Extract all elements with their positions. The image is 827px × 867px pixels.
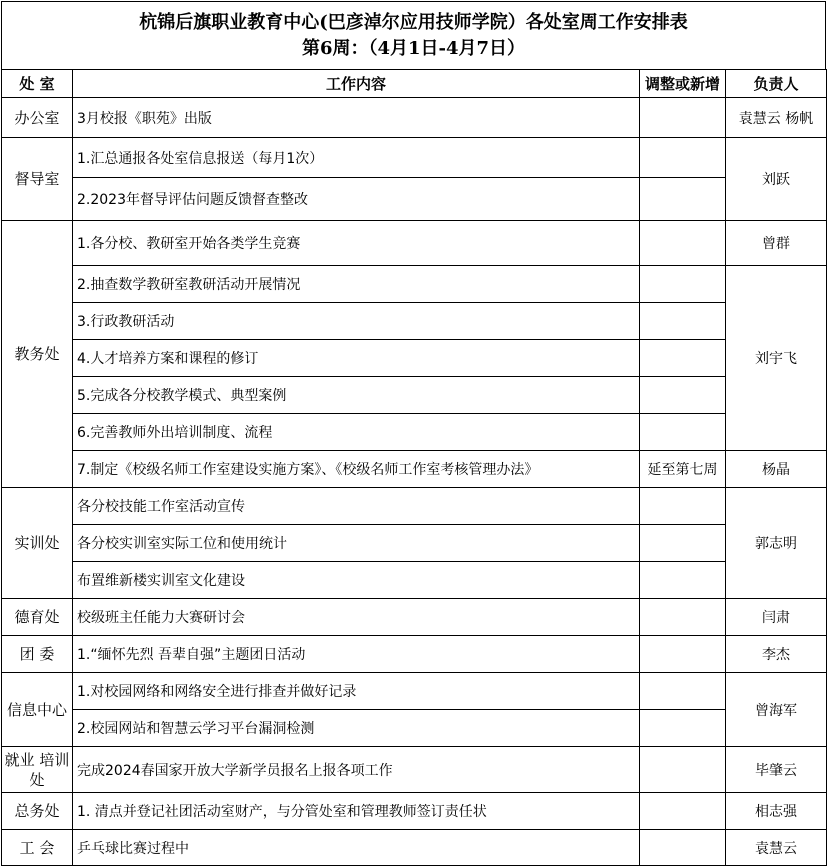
- dept-union[interactable]: 工 会: [2, 830, 73, 866]
- table-row: [2, 673, 827, 710]
- adjust-cell[interactable]: [640, 488, 726, 525]
- adjust-cell[interactable]: [640, 340, 726, 377]
- task-cell[interactable]: 校级班主任能力大赛研讨会: [73, 599, 640, 636]
- owner-supervision[interactable]: 刘跃: [726, 138, 827, 221]
- header-adjust[interactable]: 调整或新增: [640, 70, 726, 98]
- table-row: [2, 266, 827, 303]
- adjust-cell[interactable]: [640, 303, 726, 340]
- task-cell[interactable]: 5.完成各分校教学模式、典型案例: [73, 377, 640, 414]
- table-row: [2, 178, 827, 221]
- task-cell[interactable]: 4.人才培养方案和课程的修订: [73, 340, 640, 377]
- task-cell[interactable]: 6.完善教师外出培训制度、流程: [73, 414, 640, 451]
- dept-employment[interactable]: 就业 培训处: [2, 747, 73, 793]
- table-row: [2, 710, 827, 747]
- table-row: [2, 377, 827, 414]
- task-cell[interactable]: 1.汇总通报各处室信息报送（每月1次）: [73, 138, 640, 178]
- adjust-cell[interactable]: [640, 138, 726, 178]
- owner-info[interactable]: 曾海军: [726, 673, 827, 747]
- task-cell[interactable]: 2.校园网站和智慧云学习平台漏洞检测: [73, 710, 640, 747]
- owner-league[interactable]: 李杰: [726, 636, 827, 673]
- adjust-cell[interactable]: [640, 636, 726, 673]
- adjust-cell[interactable]: [640, 747, 726, 793]
- owner-union[interactable]: 袁慧云: [726, 830, 827, 866]
- adjust-cell[interactable]: [640, 793, 726, 830]
- adjust-cell[interactable]: [640, 98, 726, 138]
- owner-employment[interactable]: 毕肇云: [726, 747, 827, 793]
- owner-academic-7[interactable]: 杨晶: [726, 451, 827, 488]
- header-owner[interactable]: 负责人: [726, 70, 827, 98]
- header-row: [2, 70, 827, 98]
- table-row: [2, 340, 827, 377]
- task-cell[interactable]: 2.2023年督导评估问题反馈督查整改: [73, 178, 640, 221]
- table-row: [2, 451, 827, 488]
- table-row: [2, 138, 827, 178]
- dept-academic[interactable]: 教务处: [2, 221, 73, 488]
- title-line-1: 杭锦后旗职业教育中心(巴彦淖尔应用技师学院）各处室周工作安排表: [139, 12, 688, 33]
- adjust-cell[interactable]: [640, 221, 726, 266]
- adjust-cell[interactable]: [640, 830, 726, 866]
- schedule-table: [1, 69, 827, 866]
- task-cell[interactable]: 完成2024春国家开放大学新学员报名上报各项工作: [73, 747, 640, 793]
- dept-general[interactable]: 总务处: [2, 793, 73, 830]
- table-row: [2, 793, 827, 830]
- task-cell[interactable]: 2.抽查数学教研室教研活动开展情况: [73, 266, 640, 303]
- header-dept[interactable]: 处 室: [2, 70, 73, 98]
- task-cell[interactable]: 1.各分校、教研室开始各类学生竞赛: [73, 221, 640, 266]
- dept-league[interactable]: 团 委: [2, 636, 73, 673]
- owner-office[interactable]: 袁慧云 杨帆: [726, 98, 827, 138]
- adjust-cell[interactable]: [640, 266, 726, 303]
- table-row: [2, 303, 827, 340]
- title-line-2: 第6周：（4月1日-4月7日）: [301, 38, 526, 59]
- table-row: [2, 562, 827, 599]
- owner-general[interactable]: 相志强: [726, 793, 827, 830]
- adjust-cell[interactable]: [640, 525, 726, 562]
- header-content[interactable]: 工作内容: [73, 70, 640, 98]
- table-row: [2, 221, 827, 266]
- adjust-cell[interactable]: [640, 673, 726, 710]
- table-row: [2, 599, 827, 636]
- dept-info[interactable]: 信息中心: [2, 673, 73, 747]
- owner-moral[interactable]: 闫肃: [726, 599, 827, 636]
- adjust-cell[interactable]: [640, 377, 726, 414]
- table-row: [2, 414, 827, 451]
- dept-training[interactable]: 实训处: [2, 488, 73, 599]
- sheet-title: [1, 1, 826, 69]
- owner-academic-1[interactable]: 曾群: [726, 221, 827, 266]
- table-row: [2, 830, 827, 866]
- task-cell[interactable]: 3月校报《职苑》出版: [73, 98, 640, 138]
- adjust-cell[interactable]: [640, 414, 726, 451]
- table-row: [2, 98, 827, 138]
- dept-moral[interactable]: 德育处: [2, 599, 73, 636]
- task-cell[interactable]: 7.制定《校级名师工作室建设实施方案》、《校级名师工作室考核管理办法》: [73, 451, 640, 488]
- weekly-schedule-sheet: [1, 1, 827, 866]
- task-cell[interactable]: 各分校实训室实际工位和使用统计: [73, 525, 640, 562]
- adjust-cell[interactable]: [640, 562, 726, 599]
- adjust-cell[interactable]: 延至第七周: [640, 451, 726, 488]
- table-row: [2, 747, 827, 793]
- dept-office[interactable]: 办公室: [2, 98, 73, 138]
- adjust-cell[interactable]: [640, 599, 726, 636]
- table-row: [2, 488, 827, 525]
- task-cell[interactable]: 乒乓球比赛过程中: [73, 830, 640, 866]
- owner-training[interactable]: 郭志明: [726, 488, 827, 599]
- owner-academic-2-6[interactable]: 刘宇飞: [726, 266, 827, 451]
- task-cell[interactable]: 1. 清点并登记社团活动室财产，与分管处室和管理教师签订责任状: [73, 793, 640, 830]
- table-row: [2, 525, 827, 562]
- dept-supervision[interactable]: 督导室: [2, 138, 73, 221]
- task-cell[interactable]: 1.“缅怀先烈 吾辈自强”主题团日活动: [73, 636, 640, 673]
- task-cell[interactable]: 3.行政教研活动: [73, 303, 640, 340]
- task-cell[interactable]: 1.对校园网络和网络安全进行排查并做好记录: [73, 673, 640, 710]
- adjust-cell[interactable]: [640, 178, 726, 221]
- adjust-cell[interactable]: [640, 710, 726, 747]
- task-cell[interactable]: 各分校技能工作室活动宣传: [73, 488, 640, 525]
- task-cell[interactable]: 布置维新楼实训室文化建设: [73, 562, 640, 599]
- table-row: [2, 636, 827, 673]
